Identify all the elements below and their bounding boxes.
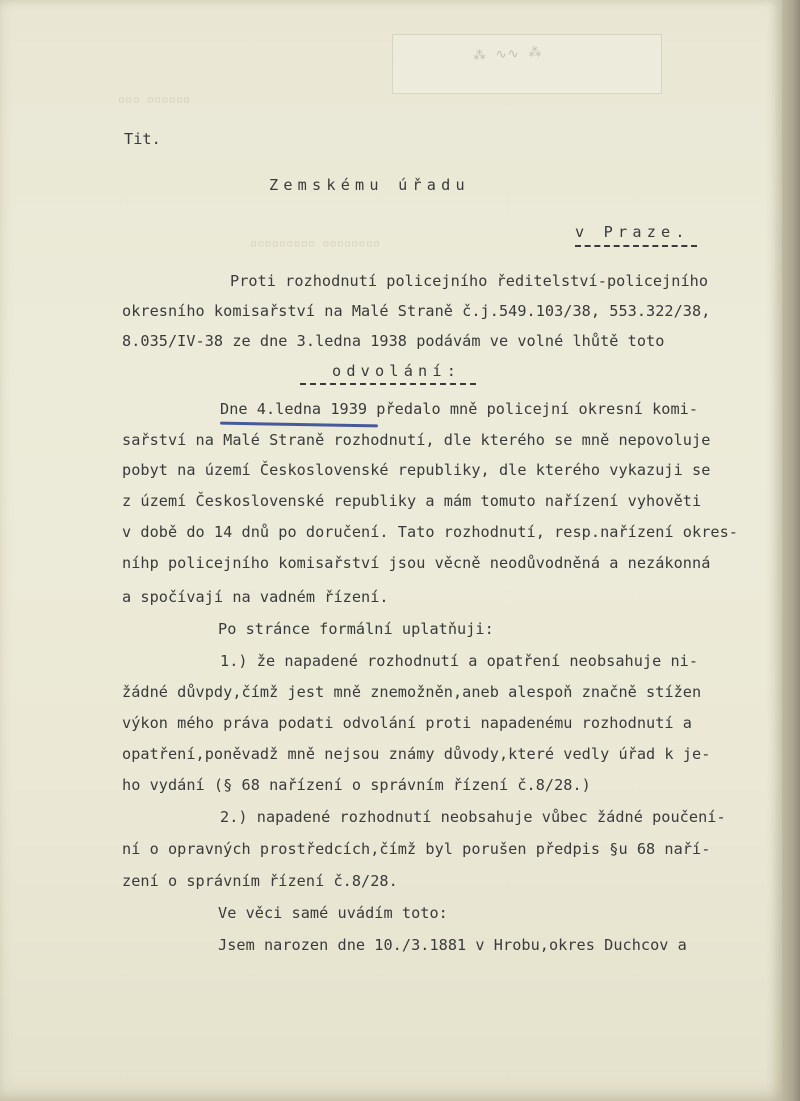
body-line: pobyt na území Československé republiky, dle kterého vykazuji se xyxy=(122,461,711,479)
addressee-office: Zemskému úřadu xyxy=(269,176,470,194)
bleed-through-marks: ▫▫▫ ▫▫▫▫▫▫ xyxy=(118,92,191,106)
ink-underline xyxy=(220,422,378,428)
point-one-line: opatření,poněvadž mně nejsou známy důvody,které vedly úřad k je- xyxy=(122,745,711,763)
point-one-line: 1.) že napadené rozhodnutí a opatření neobsahuje ni- xyxy=(220,652,699,670)
body-line: z území Československé republiky a mám tomuto nařízení vyhověti xyxy=(122,492,702,510)
intro-line: okresního komisařství na Malé Straně č.j.549.103/38, 553.322/38, xyxy=(122,302,711,320)
point-two-line: ní o opravných prostředcích,čímž byl porušen předpis §u 68 naří- xyxy=(122,840,711,858)
stamp-mark: ⁂ ∿∿ ⁂ xyxy=(472,45,543,64)
point-two-line: 2.) napadené rozhodnutí neobsahuje vůbec žádné poučení- xyxy=(220,808,726,826)
body-line: níhp policejního komisařství jsou věcně neodůvodněná a nezákonná xyxy=(122,554,711,572)
paper-edge xyxy=(782,0,800,1101)
body-line: Jsem narozen dne 10./3.1881 v Hrobu,okres Duchcov a xyxy=(218,936,687,954)
merits-heading: Ve věci samé uvádím toto: xyxy=(218,904,448,922)
intro-line: 8.035/IV-38 ze dne 3.ledna 1938 podávám ve volné lhůtě toto xyxy=(122,332,665,350)
point-one-line: ho vydání (§ 68 nařízení o správním řízení č.8/28.) xyxy=(122,776,591,794)
faded-stamp xyxy=(392,34,662,94)
point-one-line: výkon mého práva podati odvolání proti napadenému rozhodnutí a xyxy=(122,714,693,732)
heading-odvolani: odvolání: xyxy=(332,362,462,380)
addressee-city: v Praze. xyxy=(575,223,690,241)
body-line: sařství na Malé Straně rozhodnutí, dle kterého se mně nepovoluje xyxy=(122,431,711,449)
heading-underline xyxy=(300,383,476,385)
point-two-line: zení o správním řízení č.8/28. xyxy=(122,872,398,890)
city-underline xyxy=(575,245,697,247)
point-one-line: žádné důvpdy,čímž jest mně znemožněn,aneb alespoň značně stížen xyxy=(122,683,702,701)
salutation: Tit. xyxy=(124,130,161,148)
intro-line: Proti rozhodnutí policejního ředitelství-policejního xyxy=(230,272,709,290)
body-line: a spočívají na vadném řízení. xyxy=(122,588,389,606)
formal-heading: Po stránce formální uplatňuji: xyxy=(218,620,494,638)
body-line: v době do 14 dnů po doručení. Tato rozhodnutí, resp.nařízení okres- xyxy=(122,523,738,541)
bleed-through-marks: ▫▫▫▫▫▫▫▫▫ ▫▫▫▫▫▫▫▫ xyxy=(250,236,381,250)
body-line: Dne 4.ledna 1939 předalo mně policejní okresní komi- xyxy=(220,400,699,418)
